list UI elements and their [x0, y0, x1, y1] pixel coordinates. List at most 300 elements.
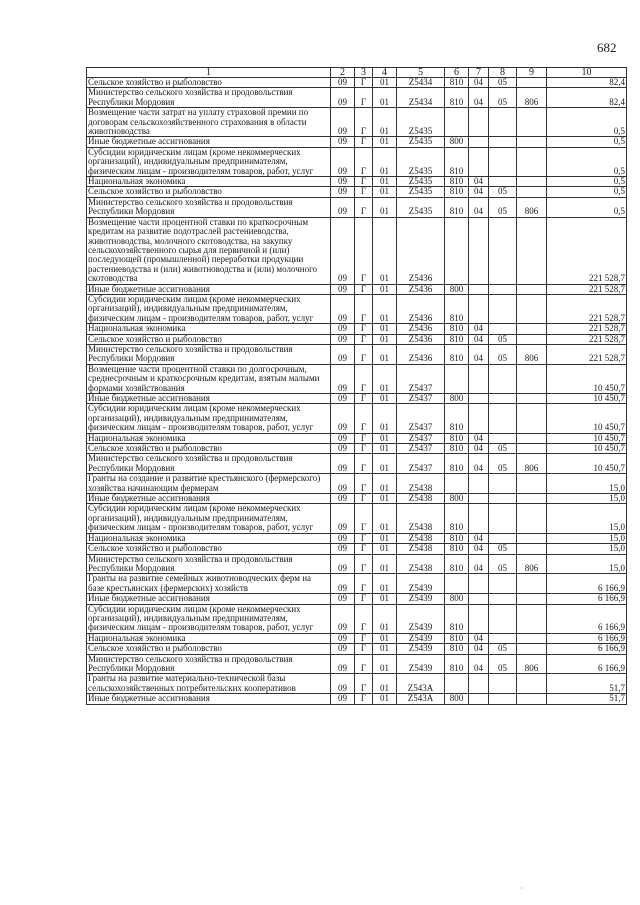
table-body	[87, 78, 627, 705]
table-row	[87, 433, 627, 443]
row-name-cell: Национальная экономика	[87, 177, 331, 187]
code-cell: 09	[331, 147, 355, 176]
code-cell: 01	[373, 444, 397, 454]
section-cell: 04	[469, 344, 489, 364]
amount-cell: 51,7	[547, 694, 627, 704]
ministry-code-cell	[517, 217, 547, 284]
amount-cell: 15,0	[547, 533, 627, 543]
ministry-code-cell: 806	[517, 197, 547, 217]
section-cell	[469, 594, 489, 604]
code-cell: Г	[355, 177, 373, 187]
code-cell: 01	[373, 137, 397, 147]
amount-cell: 10 450,7	[547, 394, 627, 404]
row-name-cell: Гранты на развитие материально-технической базы сельскохозяйственных потребительских кооперативов	[87, 674, 331, 694]
subsection-cell	[489, 433, 517, 443]
ministry-code-cell: 806	[517, 454, 547, 474]
code-cell: 09	[331, 177, 355, 187]
ministry-code-cell	[517, 334, 547, 344]
expense-type-cell: 800	[445, 694, 469, 704]
column-header: 10	[547, 68, 627, 78]
target-code-cell: Z5439	[397, 574, 445, 594]
target-code-cell: Z5437	[397, 364, 445, 393]
section-cell	[469, 474, 489, 494]
subsection-cell	[489, 147, 517, 176]
ministry-code-cell	[517, 633, 547, 643]
subsection-cell	[489, 137, 517, 147]
expense-type-cell: 800	[445, 494, 469, 504]
code-cell: 09	[331, 108, 355, 137]
code-cell: 09	[331, 78, 355, 88]
target-code-cell: Z5439	[397, 644, 445, 654]
section-cell: 04	[469, 454, 489, 474]
row-name-cell: Национальная экономика	[87, 433, 331, 443]
code-cell: Г	[355, 633, 373, 643]
code-cell: 01	[373, 88, 397, 108]
ministry-code-cell	[517, 324, 547, 334]
code-cell: Г	[355, 694, 373, 704]
code-cell: Г	[355, 217, 373, 284]
code-cell: 09	[331, 594, 355, 604]
amount-cell: 15,0	[547, 544, 627, 554]
ministry-code-cell	[517, 604, 547, 633]
target-code-cell: Z5436	[397, 344, 445, 364]
row-name-cell: Гранты на создание и развитие крестьянского (фермерского) хозяйства начинающим фермерам	[87, 474, 331, 494]
ministry-code-cell	[517, 444, 547, 454]
row-name-cell: Национальная экономика	[87, 633, 331, 643]
table-row	[87, 694, 627, 704]
section-cell	[469, 217, 489, 284]
ministry-code-cell	[517, 644, 547, 654]
subsection-cell	[489, 324, 517, 334]
row-name-cell: Иные бюджетные ассигнования	[87, 594, 331, 604]
code-cell: Г	[355, 364, 373, 393]
section-cell: 04	[469, 324, 489, 334]
subsection-cell: 05	[489, 544, 517, 554]
expense-type-cell: 810	[445, 604, 469, 633]
subsection-cell	[489, 533, 517, 543]
table-row	[87, 187, 627, 197]
row-name-cell: Сельское хозяйство и рыболовство	[87, 544, 331, 554]
row-name-cell: Возмещение части затрат на уплату страховой премии по договорам сельскохозяйственного страхования в области животноводства	[87, 108, 331, 137]
code-cell: 09	[331, 633, 355, 643]
table-row	[87, 574, 627, 594]
subsection-cell: 05	[489, 654, 517, 674]
expense-type-cell: 800	[445, 137, 469, 147]
expense-type-cell: 810	[445, 334, 469, 344]
ministry-code-cell	[517, 394, 547, 404]
ministry-code-cell	[517, 177, 547, 187]
code-cell: 09	[331, 324, 355, 334]
target-code-cell: Z5437	[397, 394, 445, 404]
table-row	[87, 177, 627, 187]
target-code-cell: Z543A	[397, 694, 445, 704]
budget-table-container	[86, 67, 626, 705]
table-row	[87, 444, 627, 454]
subsection-cell: 05	[489, 454, 517, 474]
row-name-cell: Министерство сельского хозяйства и продовольствия Республики Мордовия	[87, 454, 331, 474]
ministry-code-cell	[517, 433, 547, 443]
row-name-cell: Национальная экономика	[87, 533, 331, 543]
column-header: 3	[355, 68, 373, 78]
row-name-cell: Министерство сельского хозяйства и продовольствия Республики Мордовия	[87, 554, 331, 574]
code-cell: Г	[355, 394, 373, 404]
ministry-code-cell	[517, 364, 547, 393]
subsection-cell: 05	[489, 187, 517, 197]
row-name-cell: Субсидии юридическим лицам (кроме некоммерческих организаций), индивидуальным предпринимателям, физическим лицам - производителям товаров, работ, услуг	[87, 404, 331, 433]
code-cell: 01	[373, 694, 397, 704]
code-cell: 09	[331, 644, 355, 654]
expense-type-cell	[445, 474, 469, 494]
column-header: 2	[331, 68, 355, 78]
row-name-cell: Иные бюджетные ассигнования	[87, 694, 331, 704]
code-cell: Г	[355, 344, 373, 364]
target-code-cell: Z5435	[397, 108, 445, 137]
table-row	[87, 674, 627, 694]
table-row	[87, 137, 627, 147]
code-cell: 01	[373, 674, 397, 694]
code-cell: 09	[331, 604, 355, 633]
amount-cell: 0,5	[547, 177, 627, 187]
code-cell: 01	[373, 294, 397, 323]
amount-cell: 221 528,7	[547, 217, 627, 284]
target-code-cell: Z5436	[397, 294, 445, 323]
expense-type-cell: 810	[445, 433, 469, 443]
amount-cell: 15,0	[547, 554, 627, 574]
table-row	[87, 344, 627, 364]
code-cell: 01	[373, 604, 397, 633]
column-header: 7	[469, 68, 489, 78]
code-cell: 09	[331, 344, 355, 364]
section-cell: 04	[469, 644, 489, 654]
subsection-cell	[489, 177, 517, 187]
expense-type-cell: 810	[445, 533, 469, 543]
section-cell	[469, 604, 489, 633]
row-name-cell: Иные бюджетные ассигнования	[87, 394, 331, 404]
ministry-code-cell	[517, 404, 547, 433]
subsection-cell	[489, 494, 517, 504]
amount-cell: 15,0	[547, 474, 627, 494]
code-cell: Г	[355, 674, 373, 694]
row-name-cell: Сельское хозяйство и рыболовство	[87, 78, 331, 88]
table-row	[87, 364, 627, 393]
amount-cell: 15,0	[547, 494, 627, 504]
section-cell	[469, 364, 489, 393]
target-code-cell: Z543A	[397, 674, 445, 694]
code-cell: 01	[373, 404, 397, 433]
code-cell: 09	[331, 574, 355, 594]
code-cell: 01	[373, 504, 397, 533]
code-cell: Г	[355, 147, 373, 176]
section-cell: 04	[469, 433, 489, 443]
expense-type-cell: 810	[445, 504, 469, 533]
bottom-mark: ·	[520, 884, 523, 893]
expense-type-cell: 810	[445, 654, 469, 674]
code-cell: Г	[355, 404, 373, 433]
expense-type-cell	[445, 364, 469, 393]
subsection-cell: 05	[489, 197, 517, 217]
target-code-cell: Z5436	[397, 284, 445, 294]
row-name-cell: Возмещение части процентной ставки по долгосрочным, среднесрочным и краткосрочным кредитам, взятым малыми формами хозяйствования	[87, 364, 331, 393]
ministry-code-cell	[517, 494, 547, 504]
subsection-cell: 05	[489, 444, 517, 454]
target-code-cell: Z5438	[397, 494, 445, 504]
code-cell: 01	[373, 394, 397, 404]
amount-cell: 6 166,9	[547, 654, 627, 674]
target-code-cell: Z5434	[397, 78, 445, 88]
subsection-cell	[489, 284, 517, 294]
expense-type-cell: 810	[445, 344, 469, 364]
column-header: 5	[397, 68, 445, 78]
section-cell: 04	[469, 544, 489, 554]
code-cell: 09	[331, 394, 355, 404]
amount-cell: 82,4	[547, 88, 627, 108]
target-code-cell: Z5435	[397, 147, 445, 176]
expense-type-cell: 810	[445, 554, 469, 574]
section-cell	[469, 494, 489, 504]
subsection-cell: 05	[489, 644, 517, 654]
expense-type-cell: 800	[445, 394, 469, 404]
code-cell: 01	[373, 187, 397, 197]
ministry-code-cell: 806	[517, 654, 547, 674]
row-name-cell: Субсидии юридическим лицам (кроме некоммерческих организаций), индивидуальным предпринимателям, физическим лицам - производителям товаров, работ, услуг	[87, 604, 331, 633]
column-header: 1	[87, 68, 331, 78]
code-cell: 01	[373, 454, 397, 474]
table-row	[87, 504, 627, 533]
expense-type-cell: 810	[445, 633, 469, 643]
code-cell: 09	[331, 217, 355, 284]
code-cell: 01	[373, 108, 397, 137]
amount-cell: 0,5	[547, 108, 627, 137]
section-cell: 04	[469, 554, 489, 574]
code-cell: 01	[373, 554, 397, 574]
section-cell	[469, 147, 489, 176]
expense-type-cell: 810	[445, 294, 469, 323]
column-header: 8	[489, 68, 517, 78]
section-cell: 04	[469, 654, 489, 674]
code-cell: 09	[331, 404, 355, 433]
code-cell: Г	[355, 554, 373, 574]
target-code-cell: Z5439	[397, 654, 445, 674]
table-row	[87, 544, 627, 554]
expense-type-cell: 810	[445, 177, 469, 187]
table-row	[87, 88, 627, 108]
subsection-cell	[489, 108, 517, 137]
subsection-cell	[489, 394, 517, 404]
subsection-cell: 05	[489, 78, 517, 88]
code-cell: 01	[373, 644, 397, 654]
subsection-cell	[489, 217, 517, 284]
amount-cell: 6 166,9	[547, 594, 627, 604]
code-cell: Г	[355, 454, 373, 474]
code-cell: 09	[331, 494, 355, 504]
code-cell: 09	[331, 294, 355, 323]
code-cell: Г	[355, 594, 373, 604]
expense-type-cell: 810	[445, 88, 469, 108]
code-cell: Г	[355, 284, 373, 294]
table-header-row	[87, 68, 627, 78]
table-row	[87, 494, 627, 504]
code-cell: 09	[331, 674, 355, 694]
row-name-cell: Сельское хозяйство и рыболовство	[87, 444, 331, 454]
row-name-cell: Иные бюджетные ассигнования	[87, 494, 331, 504]
subsection-cell: 05	[489, 334, 517, 344]
code-cell: 01	[373, 633, 397, 643]
expense-type-cell: 800	[445, 594, 469, 604]
amount-cell: 15,0	[547, 504, 627, 533]
expense-type-cell	[445, 574, 469, 594]
code-cell: Г	[355, 78, 373, 88]
amount-cell: 6 166,9	[547, 574, 627, 594]
row-name-cell: Субсидии юридическим лицам (кроме некоммерческих организаций), индивидуальным предпринимателям, физическим лицам - производителям товаров, работ, услуг	[87, 294, 331, 323]
ministry-code-cell	[517, 694, 547, 704]
code-cell: 09	[331, 654, 355, 674]
expense-type-cell: 810	[445, 147, 469, 176]
code-cell: Г	[355, 108, 373, 137]
target-code-cell: Z5438	[397, 554, 445, 574]
table-row	[87, 334, 627, 344]
code-cell: Г	[355, 187, 373, 197]
row-name-cell: Сельское хозяйство и рыболовство	[87, 334, 331, 344]
code-cell: 09	[331, 474, 355, 494]
code-cell: Г	[355, 88, 373, 108]
table-row	[87, 604, 627, 633]
amount-cell: 221 528,7	[547, 284, 627, 294]
code-cell: 01	[373, 574, 397, 594]
target-code-cell: Z5437	[397, 404, 445, 433]
ministry-code-cell	[517, 187, 547, 197]
target-code-cell: Z5439	[397, 594, 445, 604]
code-cell: Г	[355, 444, 373, 454]
subsection-cell: 05	[489, 88, 517, 108]
code-cell: 09	[331, 554, 355, 574]
table-row	[87, 394, 627, 404]
subsection-cell	[489, 574, 517, 594]
code-cell: 09	[331, 284, 355, 294]
code-cell: 09	[331, 197, 355, 217]
ministry-code-cell: 806	[517, 554, 547, 574]
ministry-code-cell	[517, 284, 547, 294]
row-name-cell: Министерство сельского хозяйства и продовольствия Республики Мордовия	[87, 654, 331, 674]
section-cell	[469, 574, 489, 594]
code-cell: Г	[355, 644, 373, 654]
row-name-cell: Субсидии юридическим лицам (кроме некоммерческих организаций), индивидуальным предпринимателям, физическим лицам - производителям товаров, работ, услуг	[87, 147, 331, 176]
expense-type-cell: 810	[445, 324, 469, 334]
code-cell: 01	[373, 334, 397, 344]
amount-cell: 10 450,7	[547, 444, 627, 454]
code-cell: 01	[373, 544, 397, 554]
subsection-cell	[489, 674, 517, 694]
amount-cell: 6 166,9	[547, 633, 627, 643]
table-row	[87, 284, 627, 294]
ministry-code-cell	[517, 544, 547, 554]
section-cell	[469, 394, 489, 404]
amount-cell: 10 450,7	[547, 433, 627, 443]
code-cell: 01	[373, 494, 397, 504]
target-code-cell: Z5438	[397, 504, 445, 533]
ministry-code-cell: 806	[517, 88, 547, 108]
section-cell: 04	[469, 444, 489, 454]
column-header: 4	[373, 68, 397, 78]
code-cell: Г	[355, 604, 373, 633]
amount-cell: 0,5	[547, 187, 627, 197]
target-code-cell: Z5437	[397, 444, 445, 454]
code-cell: Г	[355, 294, 373, 323]
table-row	[87, 78, 627, 88]
table-row	[87, 654, 627, 674]
amount-cell: 0,5	[547, 147, 627, 176]
expense-type-cell: 810	[445, 197, 469, 217]
code-cell: Г	[355, 334, 373, 344]
ministry-code-cell	[517, 574, 547, 594]
target-code-cell: Z5438	[397, 533, 445, 543]
amount-cell: 6 166,9	[547, 604, 627, 633]
subsection-cell	[489, 294, 517, 323]
section-cell: 04	[469, 533, 489, 543]
expense-type-cell	[445, 674, 469, 694]
code-cell: 01	[373, 364, 397, 393]
table-row	[87, 633, 627, 643]
column-header: 6	[445, 68, 469, 78]
code-cell: 09	[331, 444, 355, 454]
table-row	[87, 644, 627, 654]
target-code-cell: Z5438	[397, 474, 445, 494]
code-cell: Г	[355, 574, 373, 594]
ministry-code-cell	[517, 147, 547, 176]
code-cell: Г	[355, 544, 373, 554]
expense-type-cell: 810	[445, 404, 469, 433]
subsection-cell	[489, 604, 517, 633]
code-cell: Г	[355, 474, 373, 494]
section-cell: 04	[469, 88, 489, 108]
code-cell: Г	[355, 137, 373, 147]
ministry-code-cell	[517, 504, 547, 533]
table-row	[87, 147, 627, 176]
code-cell: 09	[331, 454, 355, 474]
code-cell: 01	[373, 433, 397, 443]
ministry-code-cell: 806	[517, 344, 547, 364]
row-name-cell: Иные бюджетные ассигнования	[87, 284, 331, 294]
ministry-code-cell	[517, 108, 547, 137]
section-cell	[469, 504, 489, 533]
amount-cell: 221 528,7	[547, 294, 627, 323]
code-cell: 01	[373, 177, 397, 187]
table-row	[87, 554, 627, 574]
section-cell: 04	[469, 633, 489, 643]
table-row	[87, 324, 627, 334]
expense-type-cell	[445, 108, 469, 137]
code-cell: 09	[331, 533, 355, 543]
row-name-cell: Иные бюджетные ассигнования	[87, 137, 331, 147]
row-name-cell: Гранты на развитие семейных животноводческих ферм на базе крестьянских (фермерских) хозяйств	[87, 574, 331, 594]
code-cell: Г	[355, 654, 373, 674]
amount-cell: 221 528,7	[547, 324, 627, 334]
ministry-code-cell	[517, 294, 547, 323]
ministry-code-cell	[517, 78, 547, 88]
amount-cell: 10 450,7	[547, 404, 627, 433]
target-code-cell: Z5436	[397, 334, 445, 344]
table-row	[87, 108, 627, 137]
row-name-cell: Национальная экономика	[87, 324, 331, 334]
expense-type-cell: 810	[445, 544, 469, 554]
table-row	[87, 217, 627, 284]
section-cell	[469, 137, 489, 147]
subsection-cell	[489, 633, 517, 643]
code-cell: 01	[373, 533, 397, 543]
target-code-cell: Z5434	[397, 88, 445, 108]
amount-cell: 10 450,7	[547, 364, 627, 393]
amount-cell: 10 450,7	[547, 454, 627, 474]
code-cell: Г	[355, 324, 373, 334]
